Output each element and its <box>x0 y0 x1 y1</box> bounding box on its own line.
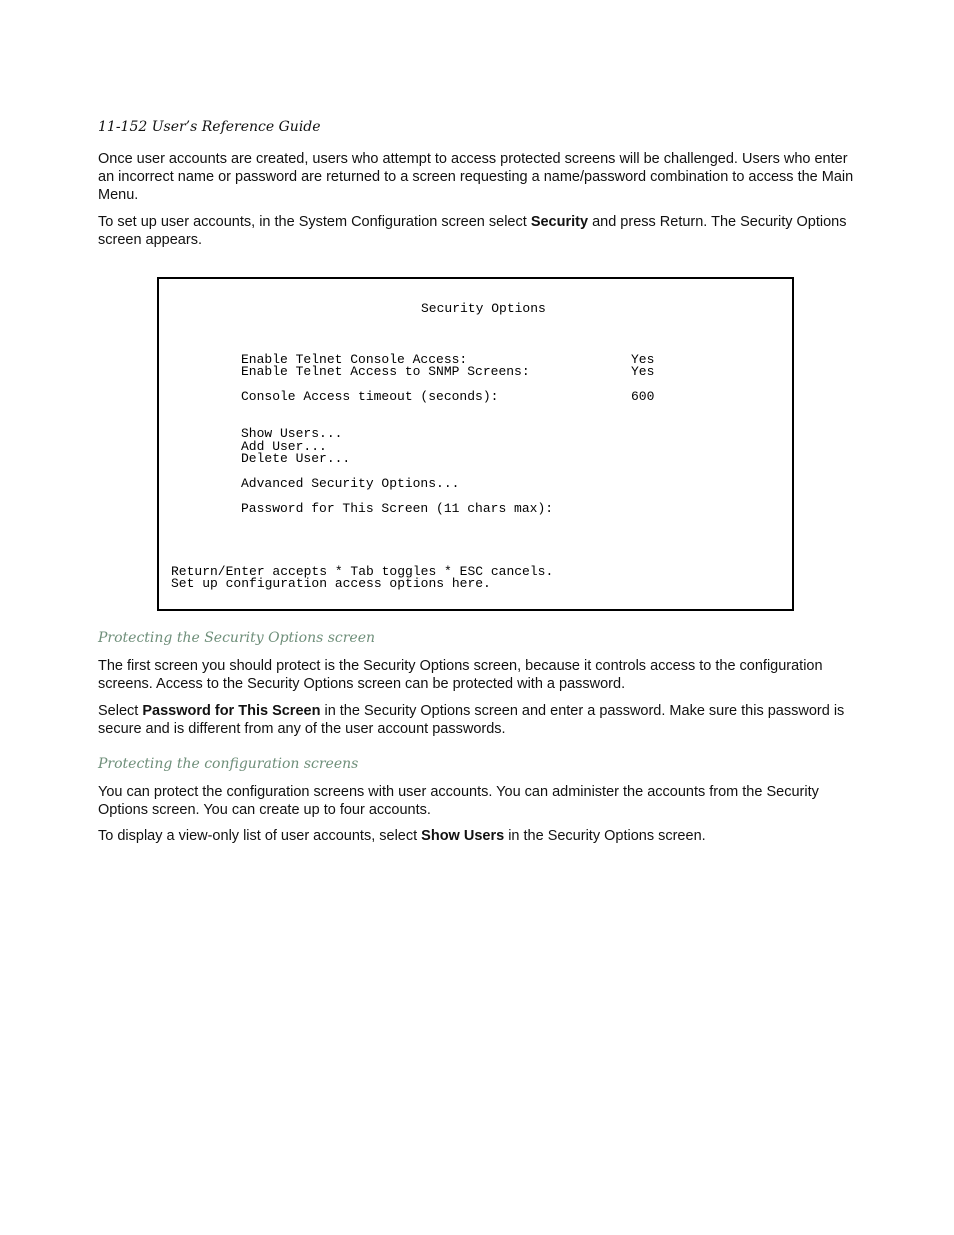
page-header: 11-152 User’s Reference Guide <box>98 119 321 135</box>
section1-p2-text: Select <box>98 703 143 719</box>
telnet-console-access-value[interactable]: Yes <box>631 352 655 367</box>
delete-user-item[interactable]: Delete User... <box>241 451 351 466</box>
add-user-item[interactable]: Add User... <box>241 439 327 454</box>
security-options-terminal-screen <box>157 277 794 611</box>
section1-paragraph-1: The first screen you should protect is the Security Options screen, because it controls access to the configuration screens. Access to the Security Options screen can be protected with a password. <box>98 658 823 692</box>
telnet-snmp-access-label: Enable Telnet Access to SNMP Screens: <box>241 364 530 379</box>
section2-p2-text-after: in the Security Options screen. <box>504 828 706 844</box>
section1-p2-bold: Password for This Screen <box>142 703 321 719</box>
show-users-item[interactable]: Show Users... <box>241 426 343 441</box>
section2-paragraph-1: You can protect the configuration screens with user accounts. You can administer the accounts from the Security Options screen. You can create up to four accounts. <box>98 784 819 818</box>
section2-p2-bold: Show Users <box>421 828 505 844</box>
terminal-title: Security Options <box>421 301 546 316</box>
intro-paragraph-2 <box>98 213 858 249</box>
password-for-this-screen-field[interactable]: Password for This Screen (11 chars max): <box>241 501 554 516</box>
section1-paragraph-2 <box>98 702 858 738</box>
section1-p2-text-after: in the Security Options screen and enter a password. Make sure this password is secure and is different from any of the user account passwords. <box>98 703 845 737</box>
telnet-console-access-label: Enable Telnet Console Access: <box>241 352 468 367</box>
console-timeout-label: Console Access timeout (seconds): <box>241 389 499 404</box>
telnet-snmp-access-value[interactable]: Yes <box>631 364 655 379</box>
section2-p2-text: To display a view-only list of user accounts, select <box>98 828 422 844</box>
section-heading-configuration-screens: Protecting the configuration screens <box>98 756 359 772</box>
console-timeout-value[interactable]: 600 <box>631 389 655 404</box>
advanced-security-options-item[interactable]: Advanced Security Options... <box>241 476 460 491</box>
intro-p2-bold: Security <box>530 214 589 230</box>
intro-paragraph-1: Once user accounts are created, users who attempt to access protected screens will be challenged. Users who enter an incorrect name or password are returned to a screen requesting a name/password combination to access the Main Menu. <box>98 151 854 203</box>
section-heading-security-options: Protecting the Security Options screen <box>98 630 376 646</box>
intro-p2-text: To set up user accounts, in the System Configuration screen select <box>98 214 531 230</box>
intro-p2-text-after: and press Return. The Security Options screen appears. <box>98 214 847 248</box>
terminal-status-line-1: Return/Enter accepts * Tab toggles * ESC cancels. <box>171 564 554 579</box>
terminal-status-line-2: Set up configuration access options here. <box>171 576 491 591</box>
section2-paragraph-2 <box>98 827 858 845</box>
